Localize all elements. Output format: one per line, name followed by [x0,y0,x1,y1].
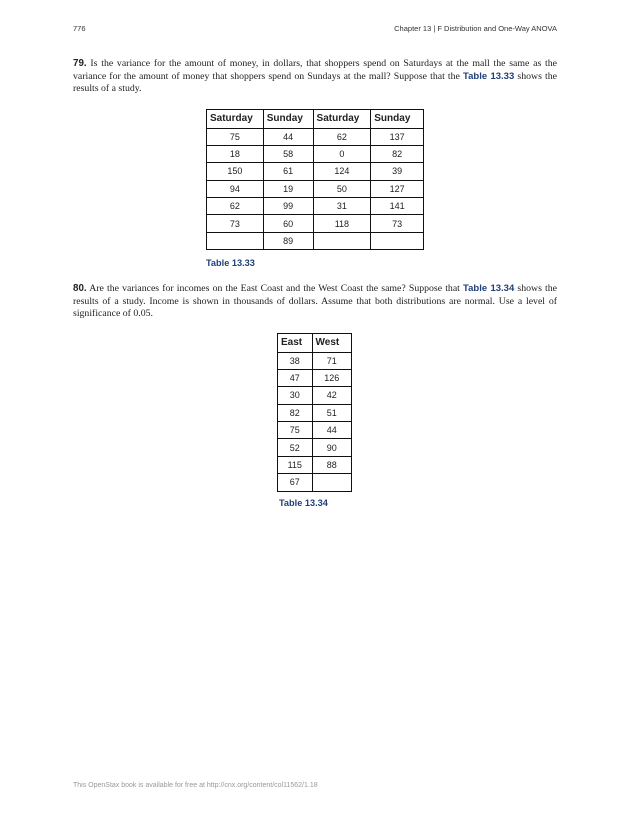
table-cell: 82 [278,404,313,421]
column-header: West [312,334,351,353]
page-header [73,24,557,36]
table-row [278,422,352,439]
table-cell: 62 [207,198,264,215]
problem-number: 79. [73,58,87,69]
table-row [207,232,424,249]
problem-text: Is the variance for the amount of money, in dollars, that shoppers spend on Saturdays at the mall the same as the variance for the amount of money that shoppers spend on Sundays at the mall? Suppose that the [73,58,558,82]
column-header: Sunday [371,110,424,129]
table-cell: 71 [312,352,351,369]
table-cell: 67 [278,474,313,491]
page-number: 776 [73,24,86,33]
table-cell: 75 [278,422,313,439]
table-row [207,128,424,145]
table-row [278,352,352,369]
table-cell: 89 [263,232,313,249]
table-cell: 75 [207,128,264,145]
table-cell: 141 [371,198,424,215]
table-cell [312,474,351,491]
table-cell: 90 [312,439,351,456]
table-cell: 42 [312,387,351,404]
column-header: Saturday [313,110,371,129]
table-cell: 58 [263,145,313,162]
table-cell: 124 [313,163,371,180]
problem-79 [73,58,557,96]
table-header-row [207,110,424,129]
table-header-row [278,334,352,353]
table-row [207,198,424,215]
table-cell: 51 [312,404,351,421]
table-row [207,145,424,162]
column-header: Sunday [263,110,313,129]
table-cell: 82 [371,145,424,162]
table-13-34-caption: Table 13.34 [279,498,328,508]
table-13-34 [277,333,352,492]
problem-number: 80. [73,283,87,294]
table-cell: 88 [312,456,351,473]
table-13-33-link[interactable]: Table 13.33 [463,70,515,82]
table-row [278,369,352,386]
table-cell: 19 [263,180,313,197]
table-cell: 60 [263,215,313,232]
table-cell: 73 [371,215,424,232]
table-13-33-caption: Table 13.33 [206,258,255,268]
table-cell: 62 [313,128,371,145]
table-row [278,456,352,473]
page-footer: This OpenStax book is available for free at http://cnx.org/content/col11562/1.18 [73,782,318,789]
table-cell: 18 [207,145,264,162]
problem-80 [73,283,557,321]
table-row [278,387,352,404]
problem-text-end: shows the results of a study. [73,70,557,95]
table-cell [207,232,264,249]
table-cell: 118 [313,215,371,232]
table-cell: 94 [207,180,264,197]
table-row [278,439,352,456]
problem-text-end: shows the results of a study. Income is shown in thousands of dollars. Assume that both distributions are normal. Use a level of significance of 0.05. [73,283,557,320]
table-cell: 150 [207,163,264,180]
table-cell: 50 [313,180,371,197]
table-cell: 61 [263,163,313,180]
table-row [278,474,352,491]
column-header: East [278,334,313,353]
table-cell: 39 [371,163,424,180]
table-cell: 73 [207,215,264,232]
table-13-33 [206,109,424,250]
table-cell: 31 [313,198,371,215]
problem-text: Are the variances for incomes on the East Coast and the West Coast the same? Suppose that [89,283,460,294]
table-cell [371,232,424,249]
table-cell: 44 [312,422,351,439]
table-cell: 38 [278,352,313,369]
table-row [207,180,424,197]
table-cell: 126 [312,369,351,386]
table-cell: 0 [313,145,371,162]
column-header: Saturday [207,110,264,129]
table-13-34-link[interactable]: Table 13.34 [463,283,515,294]
table-cell: 47 [278,369,313,386]
table-cell: 52 [278,439,313,456]
table-row [207,163,424,180]
table-row [207,215,424,232]
table-row [278,404,352,421]
table-cell [313,232,371,249]
table-cell: 44 [263,128,313,145]
table-cell: 127 [371,180,424,197]
table-cell: 137 [371,128,424,145]
table-cell: 30 [278,387,313,404]
running-title: Chapter 13 | F Distribution and One-Way ANOVA [394,24,557,33]
table-cell: 99 [263,198,313,215]
table-cell: 115 [278,456,313,473]
